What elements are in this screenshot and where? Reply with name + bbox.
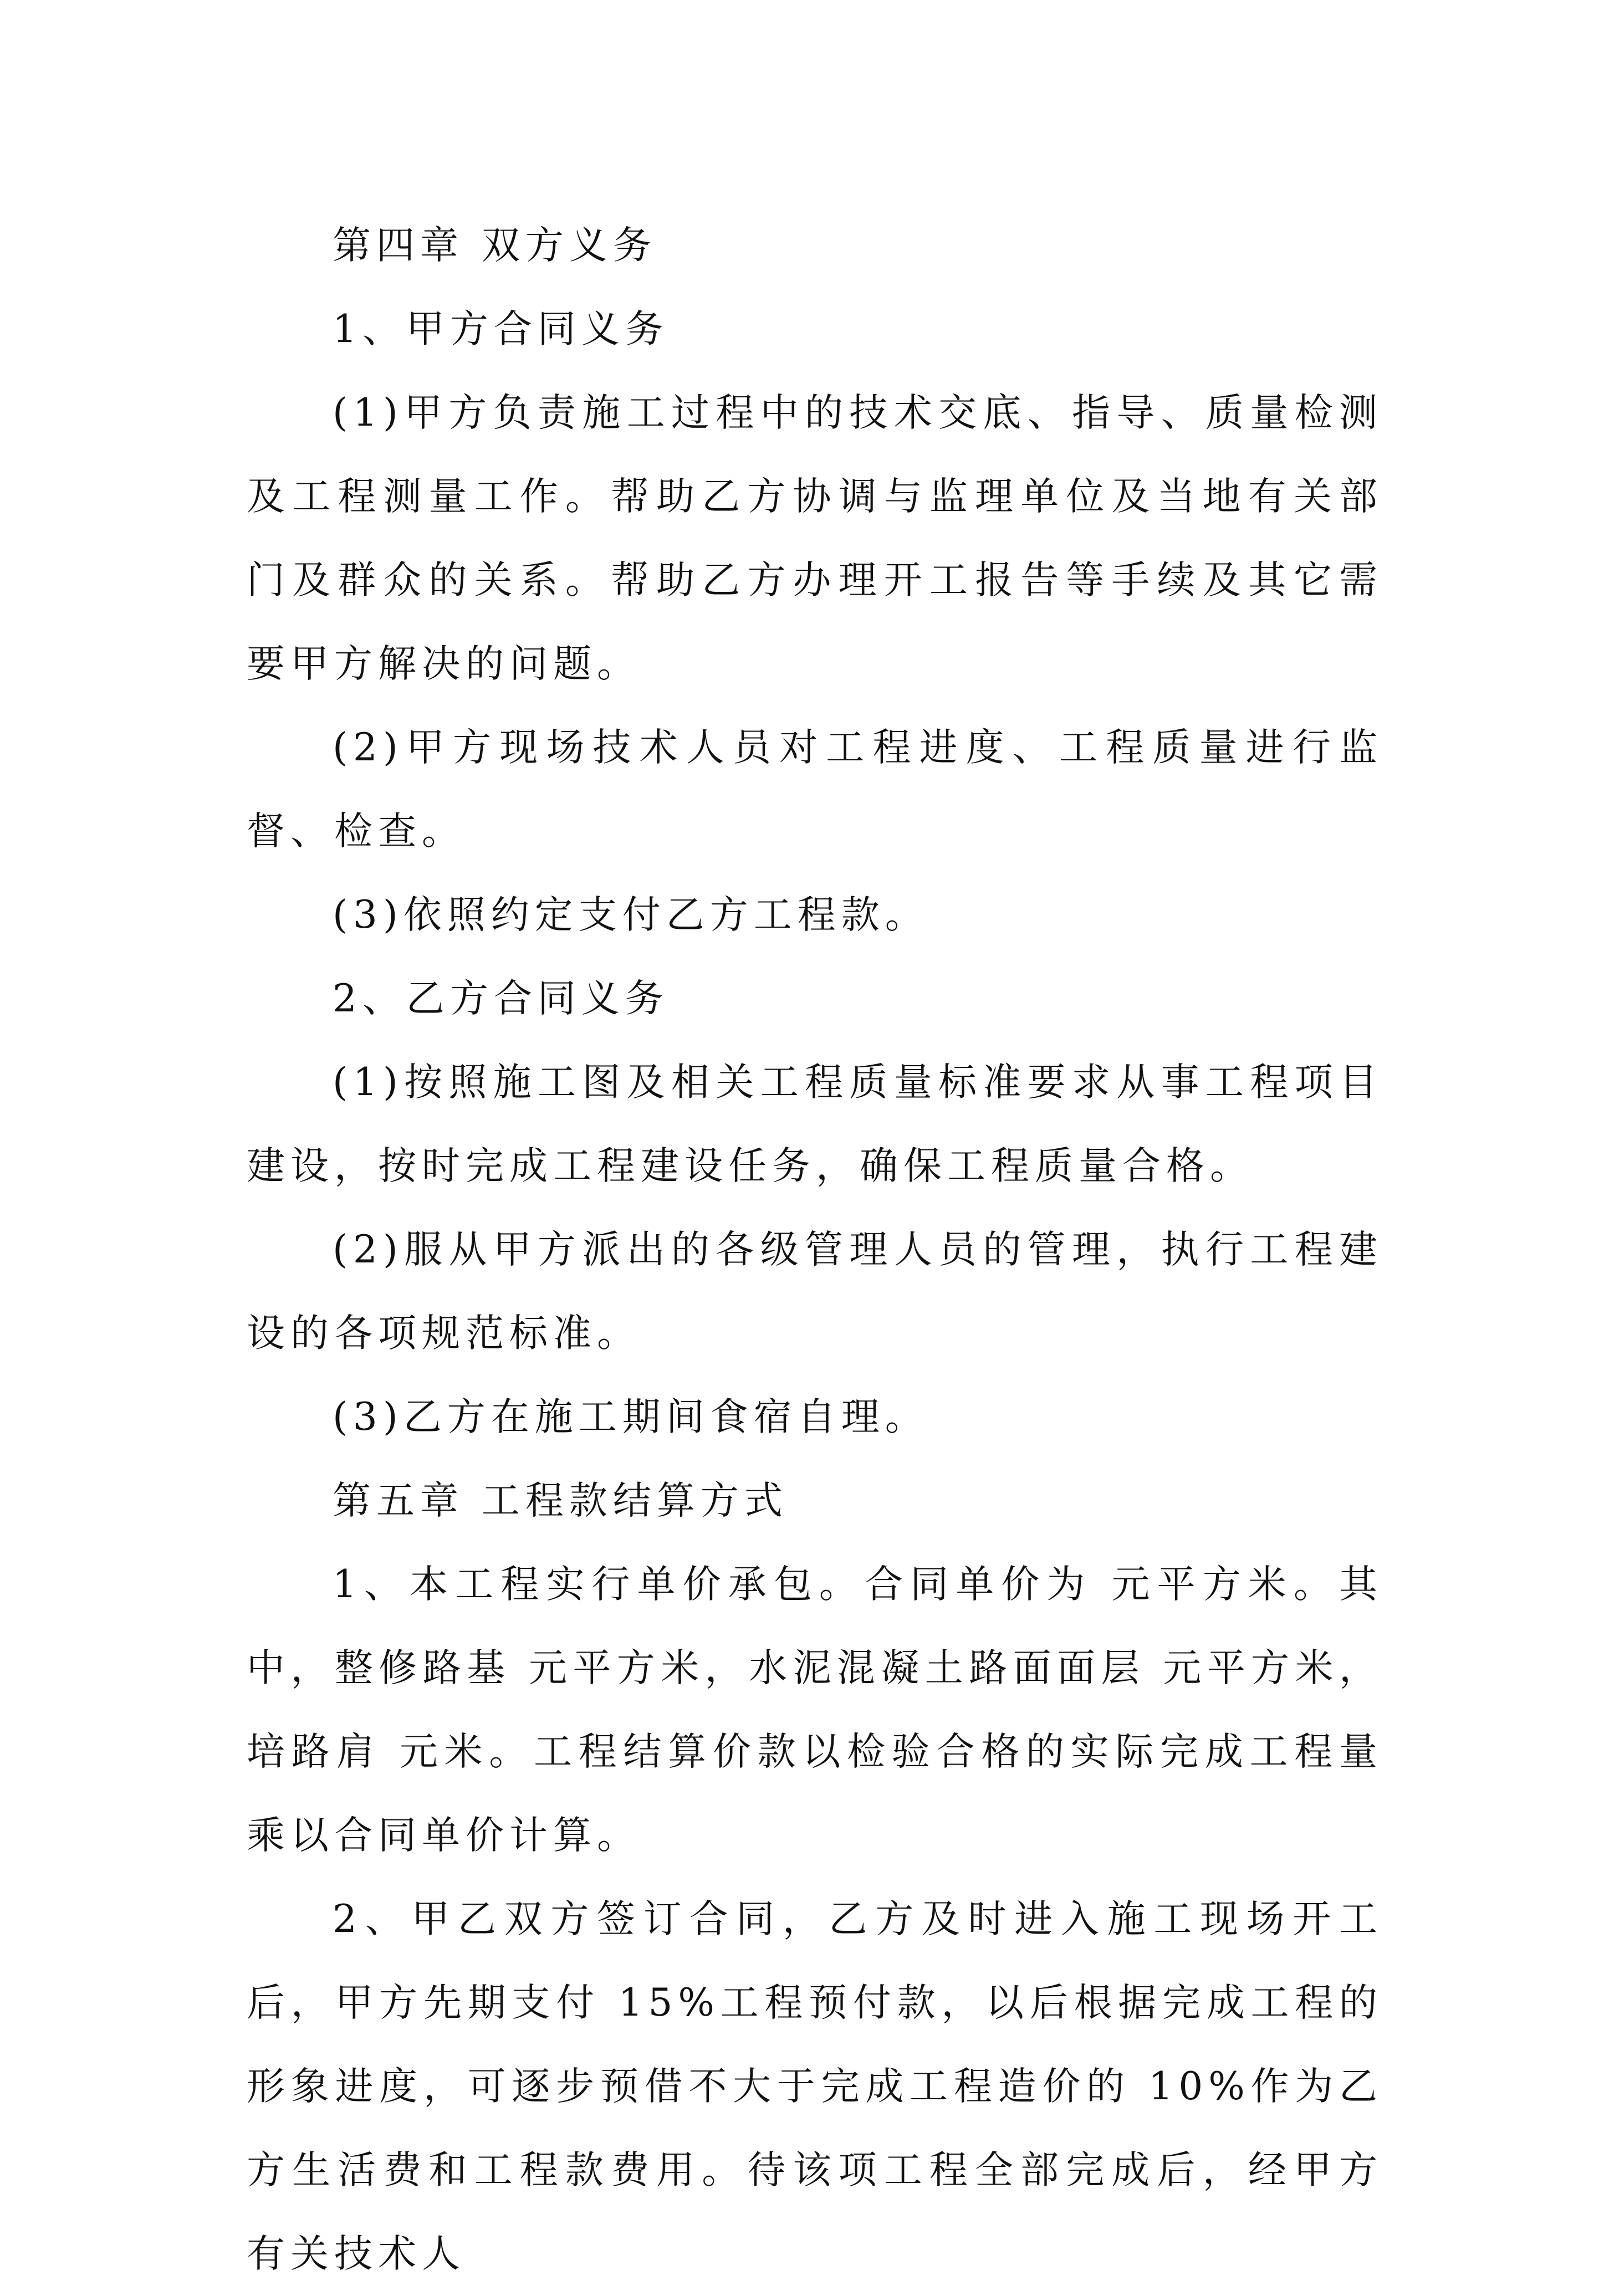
paragraph: (3)乙方在施工期间食宿自理。 — [333, 1395, 929, 1439]
chapter-heading: 第五章 工程款结算方式 — [333, 1479, 788, 1523]
paragraph: (2)甲方现场技术人员对工程进度、工程质量进行监督、检查。 — [247, 725, 1383, 853]
paragraph: 2、甲乙双方签订合同，乙方及时进入施工现场开工后，甲方先期支付 15%工程预付款，以后根据完成工程的形象进度，可逐步预借不大于完成工程造价的 10%作为乙方生活费和工程款费用。待该项工程全部完成后，经甲方有关技术人 — [247, 1897, 1383, 2276]
paragraph: (1)甲方负责施工过程中的技术交底、指导、质量检测及工程测量工作。帮助乙方协调与监理单位及当地有关部门及群众的关系。帮助乙方办理开工报告等手续及其它需要甲方解决的问题。 — [247, 391, 1383, 686]
section-heading: 2、乙方合同义务 — [333, 976, 669, 1021]
paragraph: (2)服从甲方派出的各级管理人员的管理，执行工程建设的各项规范标准。 — [247, 1228, 1383, 1356]
paragraph: (1)按照施工图及相关工程质量标准要求从事工程项目建设，按时完成工程建设任务，确保工程质量合格。 — [247, 1060, 1383, 1188]
paragraph: 1、本工程实行单价承包。合同单价为 元平方米。其中，整修路基 元平方米，水泥混凝土路面面层 元平方米，培路肩 元米。工程结算价款以检验合格的实际完成工程量乘以合同单价计算。 — [247, 1562, 1383, 1858]
paragraph: (3)依照约定支付乙方工程款。 — [333, 893, 929, 937]
document-body — [247, 204, 1383, 2296]
chapter-heading: 第四章 双方义务 — [333, 223, 657, 268]
section-heading: 1、甲方合同义务 — [333, 307, 669, 351]
